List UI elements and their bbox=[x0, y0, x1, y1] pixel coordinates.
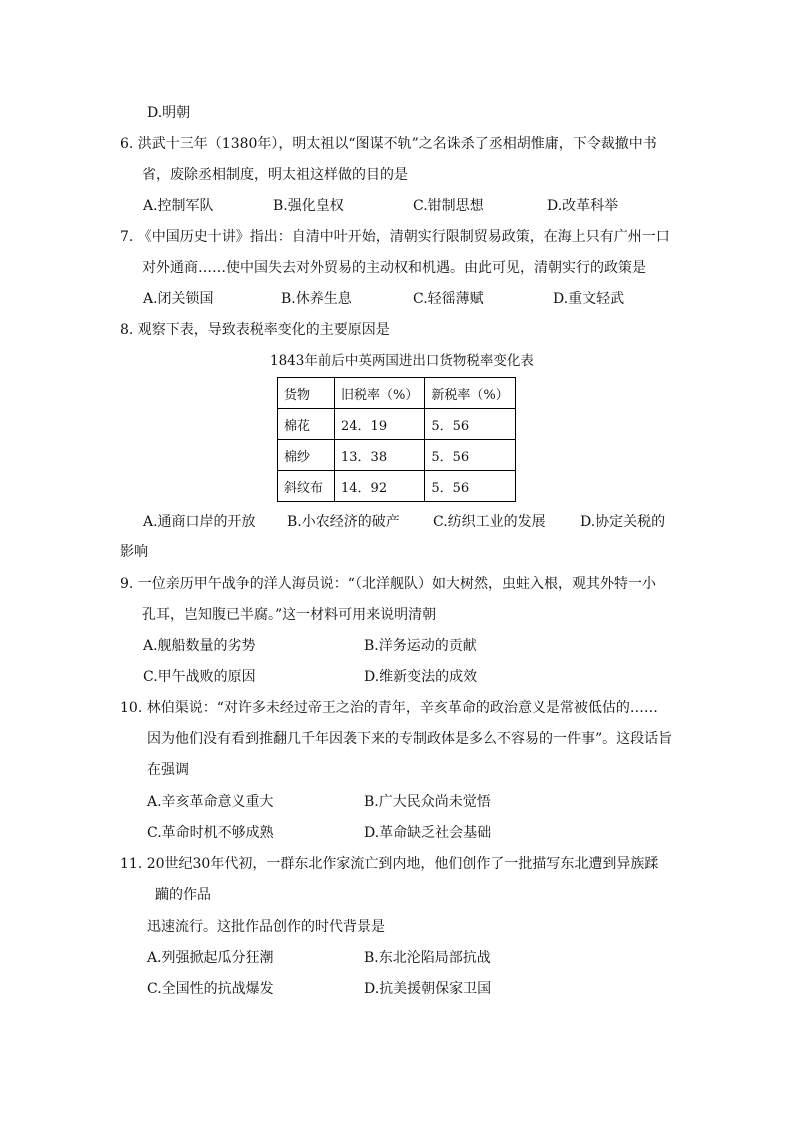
table-cell: 棉纱 bbox=[278, 440, 335, 471]
q11-option-b: B.东北沦陷局部抗战 bbox=[364, 950, 491, 966]
q5-option-d: D.明朝 bbox=[147, 105, 191, 121]
q11-option-d: D.抗美援朝保家卫国 bbox=[364, 981, 492, 997]
table-cell: 5．56 bbox=[425, 409, 515, 440]
table-header-cell: 旧税率（%） bbox=[335, 378, 425, 409]
q11-stem-line1: 11. 20世纪30年代初，一群东北作家流亡到内地，他们创作了一批描写东北遭到异族蹂 bbox=[120, 856, 659, 872]
table-cell: 棉花 bbox=[278, 409, 335, 440]
q7-option-d: D.重文轻武 bbox=[553, 291, 625, 307]
table-cell: 24．19 bbox=[335, 409, 425, 440]
table-cell: 5．56 bbox=[425, 440, 515, 471]
q11-option-a: A.列强掀起瓜分狂潮 bbox=[147, 950, 274, 966]
tax-rate-table bbox=[277, 377, 516, 502]
q8-option-d: D.协定关税的 bbox=[580, 514, 666, 530]
table-row bbox=[278, 471, 516, 502]
table-cell: 斜纹布 bbox=[278, 471, 335, 502]
q8-table-caption: 1843年前后中英两国进出口货物税率变化表 bbox=[270, 353, 534, 369]
q11-option-c: C.全国性的抗战爆发 bbox=[147, 981, 274, 997]
table-header-row bbox=[278, 378, 516, 409]
q10-stem-line3: 在强调 bbox=[147, 762, 189, 778]
q7-option-c: C.轻徭薄赋 bbox=[413, 291, 484, 307]
q9-stem-line1: 9. 一位亲历甲午战争的洋人海员说：“（北洋舰队）如大树然，虫蛀入根，观其外特一小 bbox=[120, 576, 656, 592]
table-header-cell: 货物 bbox=[278, 378, 335, 409]
q10-option-b: B.广大民众尚未觉悟 bbox=[364, 794, 491, 810]
q8-option-b: B.小农经济的破产 bbox=[287, 514, 400, 530]
q9-option-c: C.甲午战败的原因 bbox=[143, 669, 256, 685]
q10-stem-line1: 10. 林伯渠说：“对许多未经过帝王之治的青年，辛亥革命的政治意义是常被低估的…… bbox=[120, 700, 658, 716]
q8-stem-line1: 8. 观察下表，导致表税率变化的主要原因是 bbox=[120, 322, 390, 338]
q9-option-a: A.舰船数量的劣势 bbox=[143, 638, 256, 654]
q6-option-d: D.改革科举 bbox=[547, 198, 619, 214]
q11-stem-line2: 躏的作品 bbox=[155, 887, 211, 903]
table-row bbox=[278, 409, 516, 440]
q8-option-d-wrap: 影响 bbox=[120, 544, 148, 560]
q8-option-c: C.纺织工业的发展 bbox=[433, 514, 546, 530]
q10-stem-line2: 因为他们没有看到推翻几千年因袭下来的专制政体是多么不容易的一件事”。这段话旨 bbox=[147, 731, 673, 747]
table-cell: 13．38 bbox=[335, 440, 425, 471]
q6-option-a: A.控制军队 bbox=[143, 198, 214, 214]
q9-option-b: B.洋务运动的贡献 bbox=[364, 638, 477, 654]
table-cell: 5．56 bbox=[425, 471, 515, 502]
q10-option-c: C.革命时机不够成熟 bbox=[147, 825, 274, 841]
q10-option-d: D.革命缺乏社会基础 bbox=[364, 825, 492, 841]
table-header-cell: 新税率（%） bbox=[425, 378, 515, 409]
q7-stem-line1: 7. 《中国历史十讲》指出：自清中叶开始，清朝实行限制贸易政策，在海上只有广州一口 bbox=[120, 229, 670, 245]
q7-option-a: A.闭关锁国 bbox=[143, 291, 214, 307]
q7-stem-line2: 对外通商……使中国失去对外贸易的主动权和机遇。由此可见，清朝实行的政策是 bbox=[142, 260, 646, 276]
table-cell: 14．92 bbox=[335, 471, 425, 502]
q7-option-b: B.休养生息 bbox=[281, 291, 352, 307]
table-row bbox=[278, 440, 516, 471]
q6-option-b: B.强化皇权 bbox=[273, 198, 344, 214]
q9-option-d: D.维新变法的成效 bbox=[364, 669, 478, 685]
q11-stem-line3: 迅速流行。这批作品创作的时代背景是 bbox=[147, 919, 385, 935]
q9-stem-line2: 孔耳，岂知腹已半腐。”这一材料可用来说明清朝 bbox=[142, 607, 437, 623]
q6-option-c: C.钳制思想 bbox=[413, 198, 484, 214]
q6-stem-line2: 省，废除丞相制度，明太祖这样做的目的是 bbox=[142, 167, 408, 183]
q6-stem-line1: 6. 洪武十三年（1380年），明太祖以“图谋不轨”之名诛杀了丞相胡惟庸，下令裁撤中书 bbox=[120, 136, 657, 152]
q10-option-a: A.辛亥革命意义重大 bbox=[147, 794, 274, 810]
q8-option-a: A.通商口岸的开放 bbox=[143, 514, 256, 530]
